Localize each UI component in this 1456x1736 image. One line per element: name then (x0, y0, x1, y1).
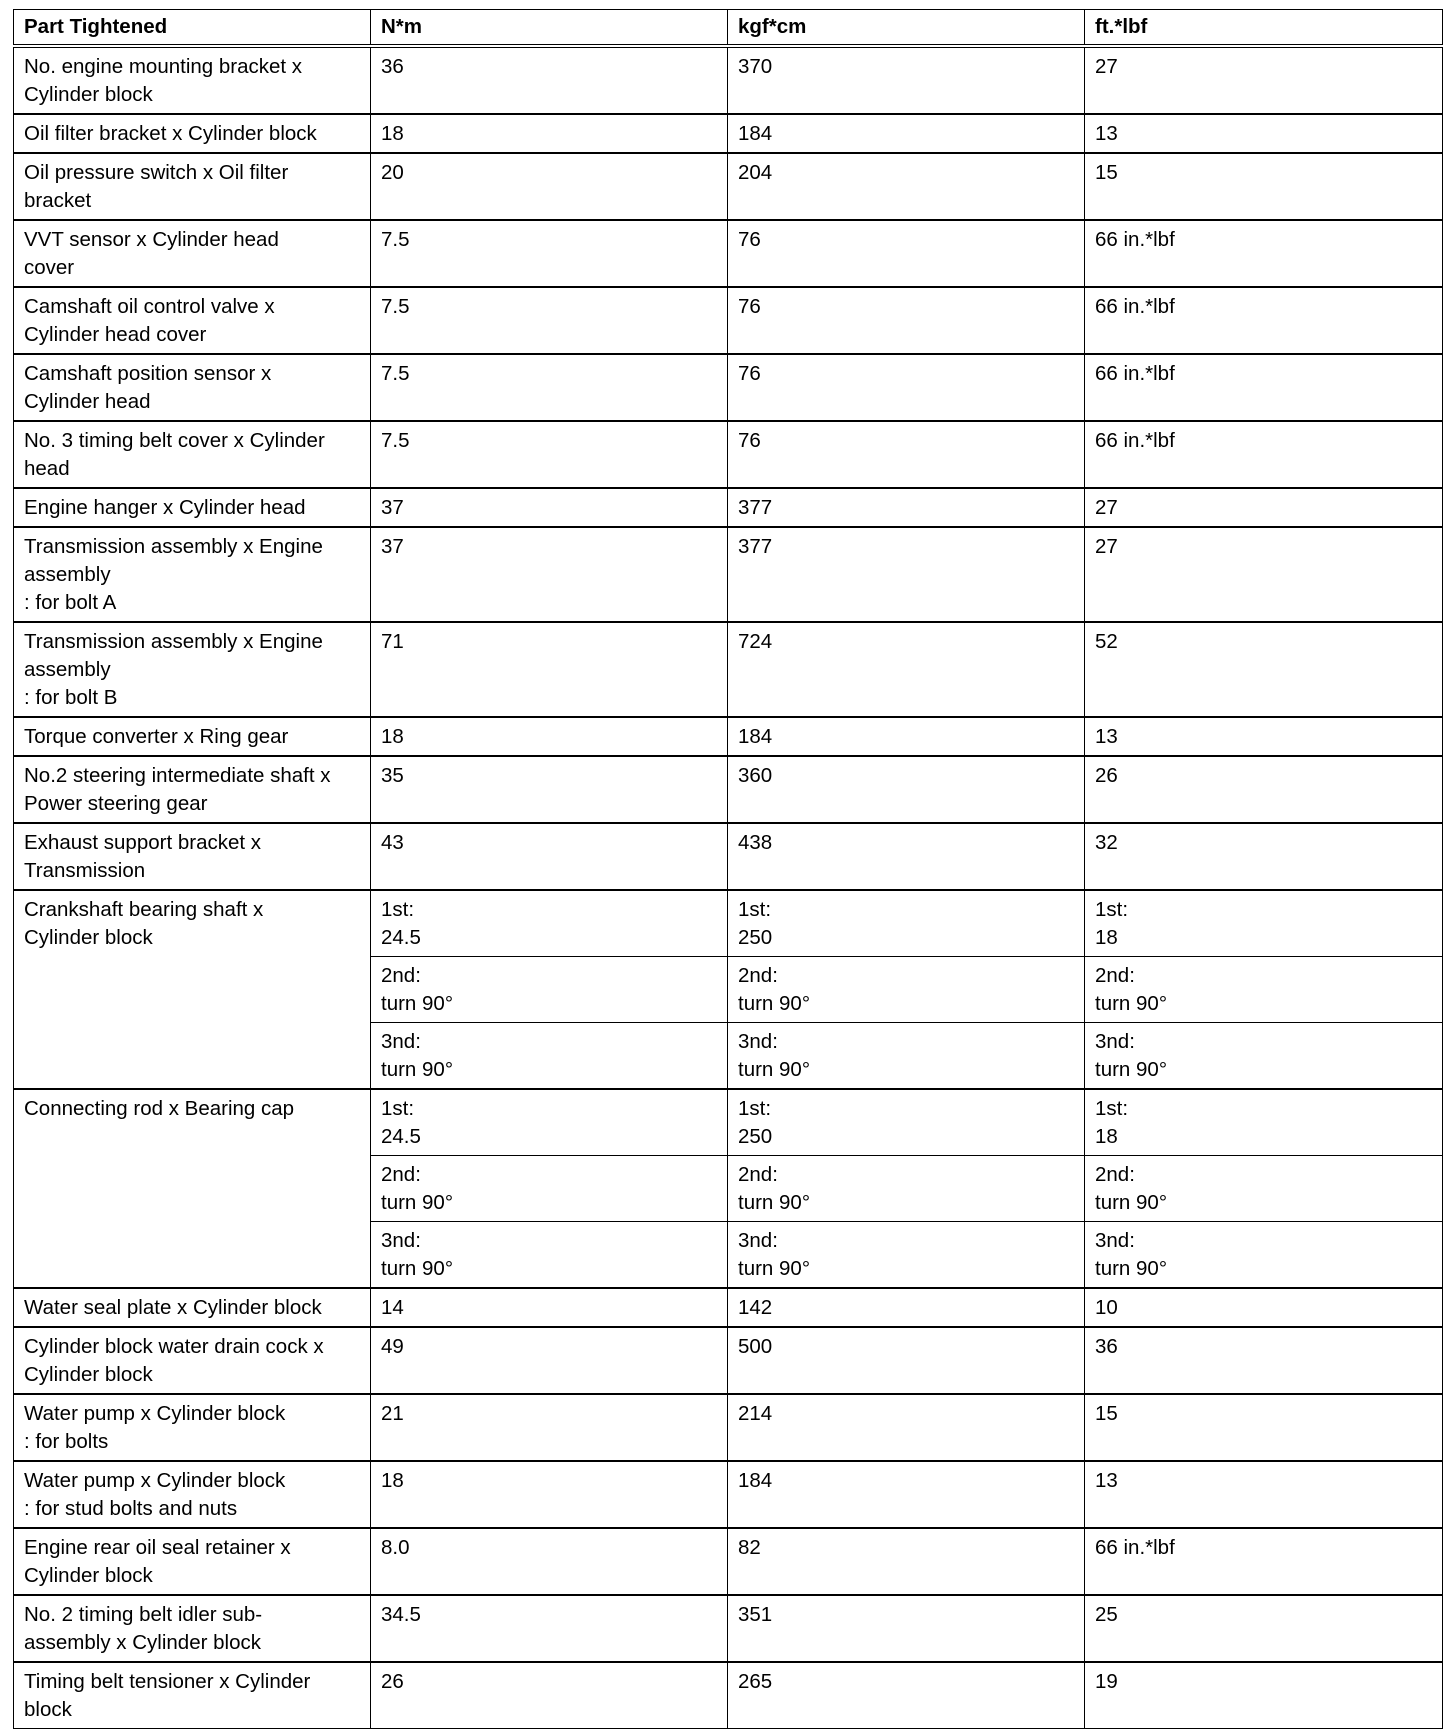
part-tightened-cell: Connecting rod x Bearing cap (14, 1089, 371, 1288)
value-ft-lbf-cell: 10 (1085, 1288, 1443, 1327)
value-kgf-cm-cell: 214 (728, 1394, 1085, 1461)
part-tightened-cell: Transmission assembly x Engine assembly : for bolt A (14, 527, 371, 622)
value-kgf-cm-cell: 724 (728, 622, 1085, 717)
table-row (14, 46, 1443, 114)
table-row (14, 287, 1443, 354)
header-kgf-cm: kgf*cm (728, 10, 1085, 47)
value-ft-lbf-cell: 13 (1085, 1461, 1443, 1528)
table-row (14, 1394, 1443, 1461)
value-ft-lbf-cell: 13 (1085, 114, 1443, 153)
torque-specification-table (13, 9, 1443, 1729)
value-newton-meter-cell: 2nd: turn 90° (371, 1156, 728, 1222)
value-newton-meter-cell: 1st: 24.5 (371, 1089, 728, 1156)
table-row (14, 1327, 1443, 1394)
value-kgf-cm-cell: 500 (728, 1327, 1085, 1394)
value-ft-lbf-cell: 36 (1085, 1327, 1443, 1394)
part-tightened-cell: Engine hanger x Cylinder head (14, 488, 371, 527)
value-kgf-cm-cell: 360 (728, 756, 1085, 823)
table-row (14, 1461, 1443, 1528)
value-newton-meter-cell: 18 (371, 1461, 728, 1528)
value-ft-lbf-cell: 66 in.*lbf (1085, 1528, 1443, 1595)
value-newton-meter-cell: 49 (371, 1327, 728, 1394)
value-newton-meter-cell: 21 (371, 1394, 728, 1461)
value-kgf-cm-cell: 184 (728, 114, 1085, 153)
table-row (14, 756, 1443, 823)
table-row (14, 354, 1443, 421)
header-newton-meter: N*m (371, 10, 728, 47)
value-newton-meter-cell: 8.0 (371, 1528, 728, 1595)
table-row (14, 421, 1443, 488)
value-newton-meter-cell: 7.5 (371, 354, 728, 421)
value-kgf-cm-cell: 351 (728, 1595, 1085, 1662)
value-ft-lbf-cell: 32 (1085, 823, 1443, 890)
value-newton-meter-cell: 36 (371, 46, 728, 114)
part-tightened-cell: Exhaust support bracket x Transmission (14, 823, 371, 890)
part-tightened-cell: Oil pressure switch x Oil filter bracket (14, 153, 371, 220)
value-newton-meter-cell: 20 (371, 153, 728, 220)
part-tightened-cell: Camshaft oil control valve x Cylinder head cover (14, 287, 371, 354)
part-tightened-cell: VVT sensor x Cylinder head cover (14, 220, 371, 287)
value-kgf-cm-cell: 3nd: turn 90° (728, 1222, 1085, 1289)
value-kgf-cm-cell: 204 (728, 153, 1085, 220)
table-row (14, 114, 1443, 153)
part-tightened-cell: Water pump x Cylinder block : for bolts (14, 1394, 371, 1461)
table-row (14, 527, 1443, 622)
value-ft-lbf-cell: 13 (1085, 717, 1443, 756)
part-tightened-cell: Engine rear oil seal retainer x Cylinder block (14, 1528, 371, 1595)
value-newton-meter-cell: 37 (371, 527, 728, 622)
value-ft-lbf-cell: 52 (1085, 622, 1443, 717)
table-row (14, 1528, 1443, 1595)
value-kgf-cm-cell: 82 (728, 1528, 1085, 1595)
header-ft-lbf: ft.*lbf (1085, 10, 1443, 47)
value-ft-lbf-cell: 27 (1085, 488, 1443, 527)
value-ft-lbf-cell: 2nd: turn 90° (1085, 1156, 1443, 1222)
part-tightened-cell: Cylinder block water drain cock x Cylinder block (14, 1327, 371, 1394)
value-newton-meter-cell: 71 (371, 622, 728, 717)
value-ft-lbf-cell: 1st: 18 (1085, 1089, 1443, 1156)
value-kgf-cm-cell: 76 (728, 421, 1085, 488)
part-tightened-cell: Oil filter bracket x Cylinder block (14, 114, 371, 153)
value-ft-lbf-cell: 19 (1085, 1662, 1443, 1729)
part-tightened-cell: No.2 steering intermediate shaft x Power steering gear (14, 756, 371, 823)
table-row (14, 823, 1443, 890)
value-ft-lbf-cell: 27 (1085, 46, 1443, 114)
value-newton-meter-cell: 7.5 (371, 287, 728, 354)
value-kgf-cm-cell: 2nd: turn 90° (728, 957, 1085, 1023)
value-ft-lbf-cell: 66 in.*lbf (1085, 354, 1443, 421)
value-newton-meter-cell: 35 (371, 756, 728, 823)
value-ft-lbf-cell: 3nd: turn 90° (1085, 1023, 1443, 1090)
value-kgf-cm-cell: 184 (728, 1461, 1085, 1528)
value-kgf-cm-cell: 370 (728, 46, 1085, 114)
value-newton-meter-cell: 34.5 (371, 1595, 728, 1662)
value-ft-lbf-cell: 66 in.*lbf (1085, 421, 1443, 488)
value-kgf-cm-cell: 142 (728, 1288, 1085, 1327)
part-tightened-cell: Camshaft position sensor x Cylinder head (14, 354, 371, 421)
part-tightened-cell: Water seal plate x Cylinder block (14, 1288, 371, 1327)
value-newton-meter-cell: 18 (371, 717, 728, 756)
value-ft-lbf-cell: 15 (1085, 1394, 1443, 1461)
value-ft-lbf-cell: 27 (1085, 527, 1443, 622)
value-ft-lbf-cell: 25 (1085, 1595, 1443, 1662)
value-kgf-cm-cell: 184 (728, 717, 1085, 756)
table-header (14, 10, 1443, 47)
value-newton-meter-cell: 7.5 (371, 421, 728, 488)
table-row (14, 1595, 1443, 1662)
table-row (14, 220, 1443, 287)
value-newton-meter-cell: 7.5 (371, 220, 728, 287)
part-tightened-cell: No. 2 timing belt idler sub- assembly x Cylinder block (14, 1595, 371, 1662)
value-newton-meter-cell: 18 (371, 114, 728, 153)
table-row (14, 1089, 1443, 1156)
part-tightened-cell: No. 3 timing belt cover x Cylinder head (14, 421, 371, 488)
value-ft-lbf-cell: 15 (1085, 153, 1443, 220)
value-newton-meter-cell: 37 (371, 488, 728, 527)
table-row (14, 488, 1443, 527)
value-newton-meter-cell: 2nd: turn 90° (371, 957, 728, 1023)
value-newton-meter-cell: 3nd: turn 90° (371, 1023, 728, 1090)
part-tightened-cell: Torque converter x Ring gear (14, 717, 371, 756)
value-kgf-cm-cell: 76 (728, 354, 1085, 421)
value-ft-lbf-cell: 66 in.*lbf (1085, 220, 1443, 287)
value-ft-lbf-cell: 66 in.*lbf (1085, 287, 1443, 354)
table-row (14, 1288, 1443, 1327)
value-newton-meter-cell: 26 (371, 1662, 728, 1729)
value-kgf-cm-cell: 1st: 250 (728, 890, 1085, 957)
value-kgf-cm-cell: 76 (728, 220, 1085, 287)
value-kgf-cm-cell: 3nd: turn 90° (728, 1023, 1085, 1090)
part-tightened-cell: Timing belt tensioner x Cylinder block (14, 1662, 371, 1729)
table-row (14, 717, 1443, 756)
value-kgf-cm-cell: 2nd: turn 90° (728, 1156, 1085, 1222)
value-newton-meter-cell: 14 (371, 1288, 728, 1327)
part-tightened-cell: Transmission assembly x Engine assembly : for bolt B (14, 622, 371, 717)
part-tightened-cell: No. engine mounting bracket x Cylinder block (14, 46, 371, 114)
value-kgf-cm-cell: 1st: 250 (728, 1089, 1085, 1156)
table-row (14, 622, 1443, 717)
value-ft-lbf-cell: 2nd: turn 90° (1085, 957, 1443, 1023)
value-kgf-cm-cell: 377 (728, 488, 1085, 527)
value-newton-meter-cell: 1st: 24.5 (371, 890, 728, 957)
part-tightened-cell: Water pump x Cylinder block : for stud bolts and nuts (14, 1461, 371, 1528)
table-row (14, 890, 1443, 957)
table-row (14, 1662, 1443, 1729)
value-ft-lbf-cell: 1st: 18 (1085, 890, 1443, 957)
value-newton-meter-cell: 43 (371, 823, 728, 890)
value-kgf-cm-cell: 76 (728, 287, 1085, 354)
value-newton-meter-cell: 3nd: turn 90° (371, 1222, 728, 1289)
value-kgf-cm-cell: 377 (728, 527, 1085, 622)
value-ft-lbf-cell: 3nd: turn 90° (1085, 1222, 1443, 1289)
header-row (14, 10, 1443, 47)
value-ft-lbf-cell: 26 (1085, 756, 1443, 823)
table-body (14, 46, 1443, 1729)
value-kgf-cm-cell: 438 (728, 823, 1085, 890)
table-row (14, 153, 1443, 220)
part-tightened-cell: Crankshaft bearing shaft x Cylinder block (14, 890, 371, 1089)
header-part-tightened: Part Tightened (14, 10, 371, 47)
value-kgf-cm-cell: 265 (728, 1662, 1085, 1729)
